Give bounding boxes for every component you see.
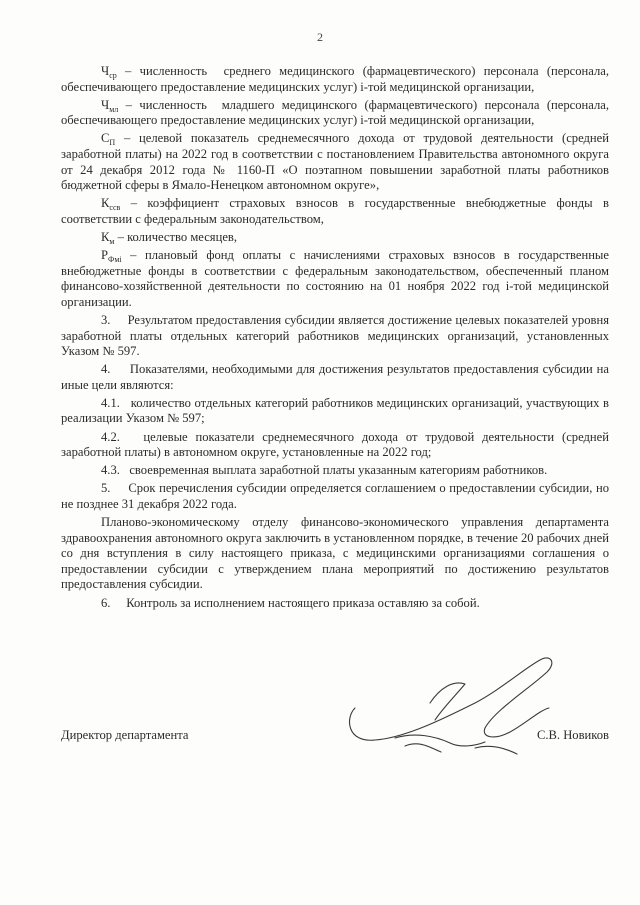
paragraph-text: 4.2. целевые показатели среднемесячного дохода от трудовой деятельности (средней заработной платы) в автономном округе, установленные на 2022 год; — [61, 429, 613, 460]
paragraph-k-m — [61, 230, 609, 246]
variable-subscript: Фмi — [108, 255, 122, 265]
paragraph-ch-sr — [61, 64, 613, 95]
paragraph-text: – коэффициент страховых взносов в государственные внебюджетные фонды в соответствии с федеральным законодательством, — [61, 196, 613, 226]
paragraph-r-fmi — [61, 248, 613, 310]
signature-line — [61, 728, 609, 746]
paragraph-k-ssv — [61, 196, 613, 227]
paragraph-text: Планово-экономическому отделу финансово-экономического управления департамента здравоохранения автономного округа заключить в установленном порядке, в течение 20 рабочих дней со дня вступления в силу настоящего приказа, с медицинскими организациями соглашения о предоставлении субсидии с утверждением плана мероприятий по достижению результатов предоставления субсидии. — [61, 515, 613, 592]
paragraph-text: – количество месяцев, — [114, 229, 238, 244]
paragraph-item-4-3 — [61, 463, 609, 479]
variable-subscript: П — [109, 138, 116, 148]
paragraph-text: 4.3. своевременная выплата заработной платы указанным категориям работников. — [101, 463, 548, 478]
paragraph-text: – численность среднего медицинского (фармацевтического) персонала (персонала, обеспечивающего предоставление медицинских услуг) i-той медицинской организации, — [61, 64, 613, 94]
variable-subscript: мл — [109, 104, 119, 114]
paragraph-item-3 — [61, 312, 613, 360]
page-number: 2 — [317, 30, 323, 44]
paragraph-item-6 — [61, 596, 609, 612]
paragraph-text: 4.1. количество отдельных категорий работников медицинских организаций, участвующих в реализации Указом № 597; — [61, 395, 613, 426]
paragraph-item-4-2 — [61, 429, 613, 461]
paragraph-c-p — [61, 131, 613, 193]
variable-symbol: К — [101, 229, 110, 244]
paragraph-text: 5. Срок перечисления субсидии определяется соглашением о предоставлении субсидии, но не позднее 31 декабря 2022 года. — [61, 481, 613, 511]
paragraph-text: 6. Контроль за исполнением настоящего приказа оставляю за собой. — [101, 595, 480, 610]
variable-symbol: Ч — [101, 64, 110, 78]
paragraph-text: – целевой показатель среднемесячного дохода от трудовой деятельности (средней заработной платы) на 2022 год в соответствии с постановлением Правительства автономного округа от 24 декабря 2012 года № 1160-П «О поэтапном повышении заработной платы работников бюджетной сферы в Ямало-Ненецком автономном округе», — [61, 131, 613, 193]
paragraph-text: 4. Показателями, необходимыми для достижения результатов предоставления субсидии на иные цели являются: — [61, 362, 613, 392]
signatory-position: Директор департамента — [61, 728, 189, 742]
paragraph-item-4-1 — [61, 395, 613, 427]
variable-subscript: ср — [109, 71, 117, 80]
paragraph-text: – плановый фонд оплаты с начислениями страховых взносов в государственные внебюджетные фонды в соответствии с федеральным законодательством, обеспеченный планом финансово-хозяйственной деятельности по состоянию на 01 ноября 2022 год i-той медицинской организации. — [61, 248, 613, 309]
variable-symbol: Р — [101, 248, 109, 263]
variable-symbol: К — [101, 196, 110, 211]
paragraph-item-5 — [61, 481, 613, 512]
paragraph-item-4 — [61, 362, 613, 393]
paragraph-text: 3. Результатом предоставления субсидии является достижение целевых показателей уровня заработной платы отдельных категорий работников медицинских организаций, установленных Указом № 597. — [61, 312, 613, 359]
document-body — [61, 64, 613, 614]
variable-symbol: Ч — [101, 97, 110, 112]
paragraph-text: – численность младшего медицинского (фармацевтического) персонала (персонала, обеспечивающего предоставление медицинских услуг) i-той медицинской организации, — [61, 97, 613, 128]
paragraph-ch-ml — [61, 97, 613, 129]
variable-symbol: С — [101, 131, 110, 146]
signatory-name: С.В. Новиков — [536, 728, 609, 742]
variable-subscript: м — [109, 236, 115, 246]
paragraph-item-plan — [61, 515, 613, 593]
variable-subscript: ссв — [109, 203, 121, 213]
